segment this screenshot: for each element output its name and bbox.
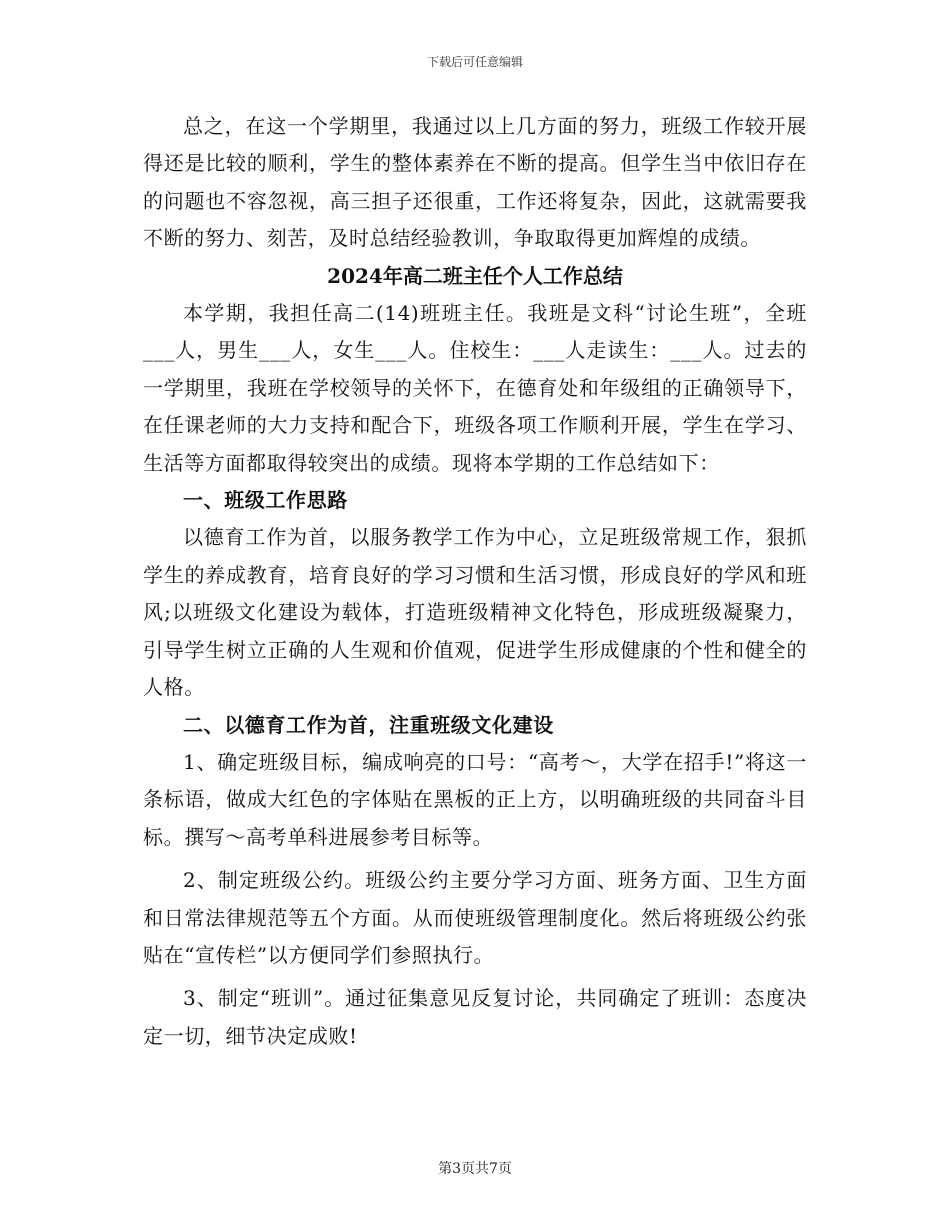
- page-footer: 第3页共7页: [438, 1161, 512, 1177]
- paragraph-class-convention: 2、制定班级公约。班级公约主要分学习方面、班务方面、卫生方面和日常法律规范等五个方面。从而使班级管理制度化。然后将班级公约张贴在“宣传栏”以方便同学们参照执行。: [143, 868, 807, 967]
- paragraph-work-approach: 以德育工作为首，以服务教学工作为中心，立足班级常规工作，狠抓学生的养成教育，培育良好的学习习惯和生活习惯，形成良好的学风和班风;以班级文化建设为载体，打造班级精神文化特色，形成班级凝聚力，引导学生树立正确的人生观和价值观，促进学生形成健康的个性和健全的人格。: [143, 525, 807, 700]
- document-body: [143, 108, 807, 1055]
- paragraph-class-motto: 3、制定“班训”。通过征集意见反复讨论，共同确定了班训：态度决定一切，细节决定成败!: [143, 986, 807, 1048]
- paragraph-class-goal: 1、确定班级目标，编成响亮的口号：“高考～，大学在招手!”将这一条标语，做成大红色的字体贴在黑板的正上方，以明确班级的共同奋斗目标。撰写～高考单科进展参考目标等。: [143, 749, 807, 849]
- paragraph-intro: 本学期，我担任高二(14)班班主任。我班是文科“讨论生班”，全班___人，男生___人，女生___人。住校生：___人走读生：___人。过去的一学期里，我班在学校领导的关怀下，在德育处和年级组的正确领导下，在任课老师的大力支持和配合下，班级各项工作顺利开展，学生在学习、生活等方面都取得较突出的成绩。现将本学期的工作总结如下：: [143, 301, 807, 475]
- section-heading-2: 二、以德育工作为首，注重班级文化建设: [183, 712, 554, 737]
- paragraph-conclusion: 总之，在这一个学期里，我通过以上几方面的努力，班级工作较开展得还是比较的顺利，学生的整体素养在不断的提高。但学生当中依旧存在的问题也不容忽视，高三担子还很重，工作还将复杂，因此，这就需要我不断的努力、刻苦，及时总结经验教训，争取取得更加辉煌的成绩。: [143, 114, 807, 251]
- document-title: 2024年高二班主任个人工作总结: [327, 263, 623, 288]
- section-heading-1: 一、班级工作思路: [183, 488, 348, 513]
- page-header: 下载后可任意编辑: [426, 55, 523, 69]
